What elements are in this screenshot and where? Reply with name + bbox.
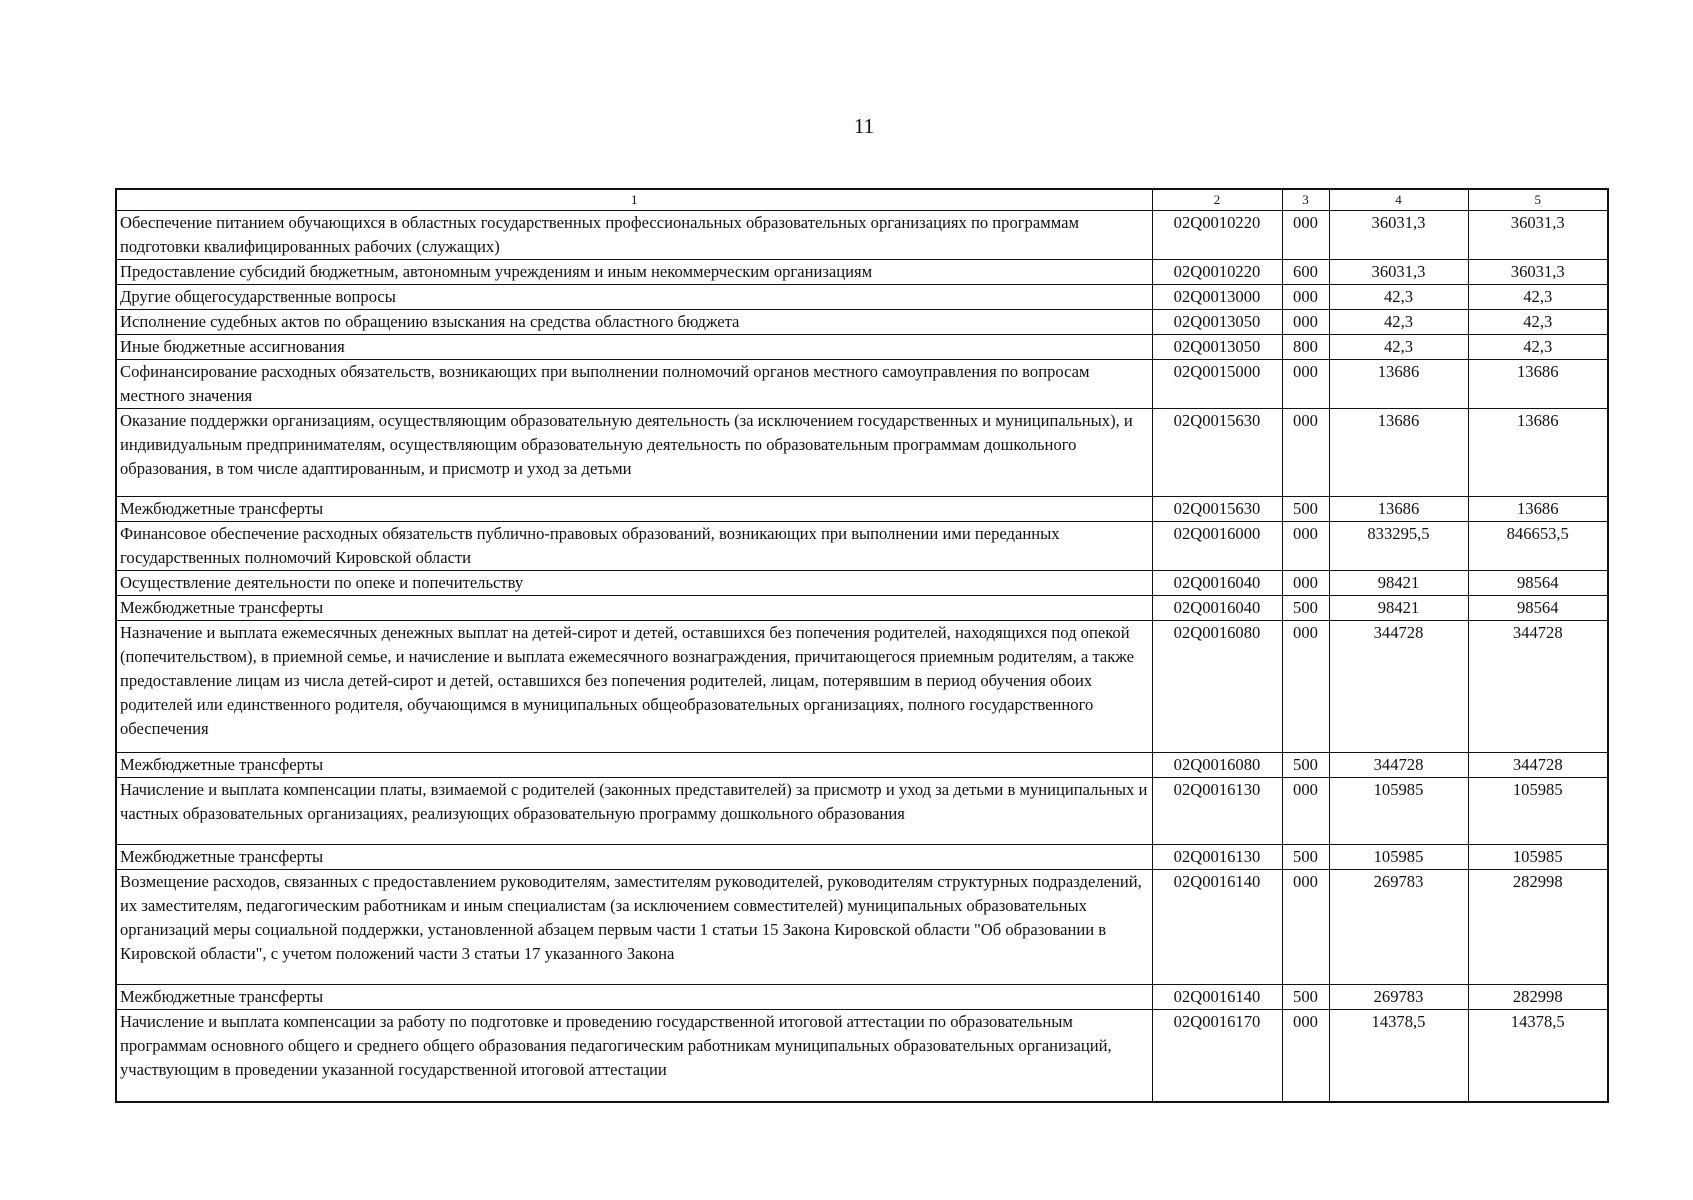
row-code: 02Q0013000 (1152, 285, 1282, 310)
table-row (116, 596, 1608, 621)
budget-table (115, 188, 1609, 1103)
row-description: Межбюджетные трансферты (116, 596, 1152, 621)
row-description: Обеспечение питанием обучающихся в областных государственных профессиональных образовательных организациях по программам подготовки квалифицированных рабочих (служащих) (116, 211, 1152, 260)
row-value-year-1: 269783 (1329, 870, 1468, 985)
row-value-year-1: 105985 (1329, 778, 1468, 845)
row-expense-type: 500 (1282, 985, 1329, 1010)
row-description: Предоставление субсидий бюджетным, автономным учреждениям и иным некоммерческим организациям (116, 260, 1152, 285)
row-code: 02Q0016000 (1152, 522, 1282, 571)
row-code: 02Q0016080 (1152, 621, 1282, 753)
row-code: 02Q0010220 (1152, 211, 1282, 260)
row-value-year-2: 344728 (1468, 753, 1608, 778)
row-value-year-1: 13686 (1329, 497, 1468, 522)
row-value-year-1: 14378,5 (1329, 1010, 1468, 1102)
row-value-year-1: 13686 (1329, 409, 1468, 497)
row-description: Осуществление деятельности по опеке и попечительству (116, 571, 1152, 596)
row-value-year-2: 98564 (1468, 596, 1608, 621)
row-expense-type: 000 (1282, 285, 1329, 310)
row-code: 02Q0016040 (1152, 596, 1282, 621)
page-number: 11 (853, 114, 875, 138)
table-row (116, 409, 1608, 497)
row-value-year-2: 13686 (1468, 409, 1608, 497)
row-expense-type: 000 (1282, 522, 1329, 571)
row-expense-type: 000 (1282, 1010, 1329, 1102)
row-value-year-1: 42,3 (1329, 285, 1468, 310)
row-value-year-2: 14378,5 (1468, 1010, 1608, 1102)
row-description: Межбюджетные трансферты (116, 845, 1152, 870)
table-row (116, 285, 1608, 310)
row-code: 02Q0015630 (1152, 409, 1282, 497)
row-expense-type: 000 (1282, 409, 1329, 497)
column-header-2: 2 (1152, 189, 1282, 211)
row-value-year-2: 36031,3 (1468, 260, 1608, 285)
row-description: Начисление и выплата компенсации платы, взимаемой с родителей (законных представителей) за присмотр и уход за детьми в муниципальных и частных образовательных организациях, реализующих образовательную программу дошкольного образования (116, 778, 1152, 845)
row-expense-type: 000 (1282, 870, 1329, 985)
table-row (116, 211, 1608, 260)
table-row (116, 360, 1608, 409)
row-code: 02Q0016170 (1152, 1010, 1282, 1102)
row-value-year-1: 344728 (1329, 753, 1468, 778)
row-value-year-2: 42,3 (1468, 335, 1608, 360)
table-row (116, 260, 1608, 285)
row-code: 02Q0013050 (1152, 310, 1282, 335)
row-description: Софинансирование расходных обязательств, возникающих при выполнении полномочий органов местного самоуправления по вопросам местного значения (116, 360, 1152, 409)
row-value-year-2: 13686 (1468, 497, 1608, 522)
table-body (116, 189, 1608, 1102)
row-code: 02Q0016140 (1152, 985, 1282, 1010)
row-value-year-2: 282998 (1468, 985, 1608, 1010)
row-expense-type: 600 (1282, 260, 1329, 285)
row-code: 02Q0013050 (1152, 335, 1282, 360)
row-code: 02Q0016130 (1152, 778, 1282, 845)
table-row (116, 985, 1608, 1010)
row-description: Исполнение судебных актов по обращению взыскания на средства областного бюджета (116, 310, 1152, 335)
row-value-year-2: 344728 (1468, 621, 1608, 753)
table-row (116, 335, 1608, 360)
row-value-year-2: 846653,5 (1468, 522, 1608, 571)
row-value-year-2: 98564 (1468, 571, 1608, 596)
row-expense-type: 800 (1282, 335, 1329, 360)
table-row (116, 522, 1608, 571)
row-value-year-1: 13686 (1329, 360, 1468, 409)
row-code: 02Q0015000 (1152, 360, 1282, 409)
table-row (116, 621, 1608, 753)
row-expense-type: 000 (1282, 310, 1329, 335)
row-expense-type: 500 (1282, 753, 1329, 778)
row-value-year-1: 42,3 (1329, 310, 1468, 335)
table-row (116, 778, 1608, 845)
row-expense-type: 000 (1282, 778, 1329, 845)
row-description: Назначение и выплата ежемесячных денежных выплат на детей-сирот и детей, оставшихся без попечения родителей, находящихся под опекой (попечительством), в приемной семье, и начисление и выплата ежемесячного вознаграждения, причитающегося приемным родителям, а также предоставление лицам из числа детей-сирот и детей, оставшихся без попечения родителей, лицам, потерявшим в период обучения обоих родителей или единственного родителя, обучающимся в муниципальных общеобразовательных организациях, полного государственного обеспечения (116, 621, 1152, 753)
row-description: Межбюджетные трансферты (116, 497, 1152, 522)
row-code: 02Q0016040 (1152, 571, 1282, 596)
row-description: Межбюджетные трансферты (116, 985, 1152, 1010)
row-expense-type: 500 (1282, 596, 1329, 621)
column-header-4: 4 (1329, 189, 1468, 211)
row-value-year-1: 98421 (1329, 571, 1468, 596)
table-row (116, 845, 1608, 870)
row-code: 02Q0016140 (1152, 870, 1282, 985)
row-value-year-1: 36031,3 (1329, 260, 1468, 285)
table-row (116, 497, 1608, 522)
table-row (116, 571, 1608, 596)
row-value-year-1: 42,3 (1329, 335, 1468, 360)
row-expense-type: 000 (1282, 571, 1329, 596)
row-value-year-1: 344728 (1329, 621, 1468, 753)
row-description: Начисление и выплата компенсации за работу по подготовке и проведению государственной итоговой аттестации по образовательным программам основного общего и среднего общего образования педагогическим работникам муниципальных образовательных организаций, участвующим в проведении указанной государственной итоговой аттестации (116, 1010, 1152, 1102)
row-expense-type: 500 (1282, 497, 1329, 522)
row-value-year-1: 36031,3 (1329, 211, 1468, 260)
column-header-1: 1 (116, 189, 1152, 211)
table-row (116, 1010, 1608, 1102)
row-value-year-2: 105985 (1468, 778, 1608, 845)
table-row (116, 753, 1608, 778)
row-value-year-1: 269783 (1329, 985, 1468, 1010)
row-description: Другие общегосударственные вопросы (116, 285, 1152, 310)
row-description: Возмещение расходов, связанных с предоставлением руководителям, заместителям руководителей, руководителям структурных подразделений, их заместителям, педагогическим работникам и иным специалистам (за исключением совместителей) муниципальных образовательных организаций меры социальной поддержки, установленной абзацем первым части 1 статьи 15 Закона Кировской области "Об образовании в Кировской области", с учетом положений части 3 статьи 17 указанного Закона (116, 870, 1152, 985)
row-code: 02Q0016080 (1152, 753, 1282, 778)
row-value-year-2: 282998 (1468, 870, 1608, 985)
row-description: Финансовое обеспечение расходных обязательств публично-правовых образований, возникающих при выполнении ими переданных государственных полномочий Кировской области (116, 522, 1152, 571)
row-description: Иные бюджетные ассигнования (116, 335, 1152, 360)
row-value-year-1: 833295,5 (1329, 522, 1468, 571)
header-row (116, 189, 1608, 211)
column-header-3: 3 (1282, 189, 1329, 211)
column-header-5: 5 (1468, 189, 1608, 211)
row-expense-type: 000 (1282, 621, 1329, 753)
row-value-year-2: 42,3 (1468, 285, 1608, 310)
row-value-year-2: 105985 (1468, 845, 1608, 870)
row-code: 02Q0016130 (1152, 845, 1282, 870)
table-row (116, 870, 1608, 985)
row-code: 02Q0015630 (1152, 497, 1282, 522)
row-expense-type: 000 (1282, 360, 1329, 409)
row-expense-type: 500 (1282, 845, 1329, 870)
row-expense-type: 000 (1282, 211, 1329, 260)
row-value-year-2: 13686 (1468, 360, 1608, 409)
row-value-year-1: 98421 (1329, 596, 1468, 621)
row-description: Оказание поддержки организациям, осуществляющим образовательную деятельность (за исключением государственных и муниципальных), и индивидуальным предпринимателям, осуществляющим образовательную деятельность по образовательным программам дошкольного образования, в том числе адаптированным, и присмотр и уход за детьми (116, 409, 1152, 497)
row-value-year-2: 42,3 (1468, 310, 1608, 335)
table-row (116, 310, 1608, 335)
row-value-year-2: 36031,3 (1468, 211, 1608, 260)
row-value-year-1: 105985 (1329, 845, 1468, 870)
row-description: Межбюджетные трансферты (116, 753, 1152, 778)
row-code: 02Q0010220 (1152, 260, 1282, 285)
